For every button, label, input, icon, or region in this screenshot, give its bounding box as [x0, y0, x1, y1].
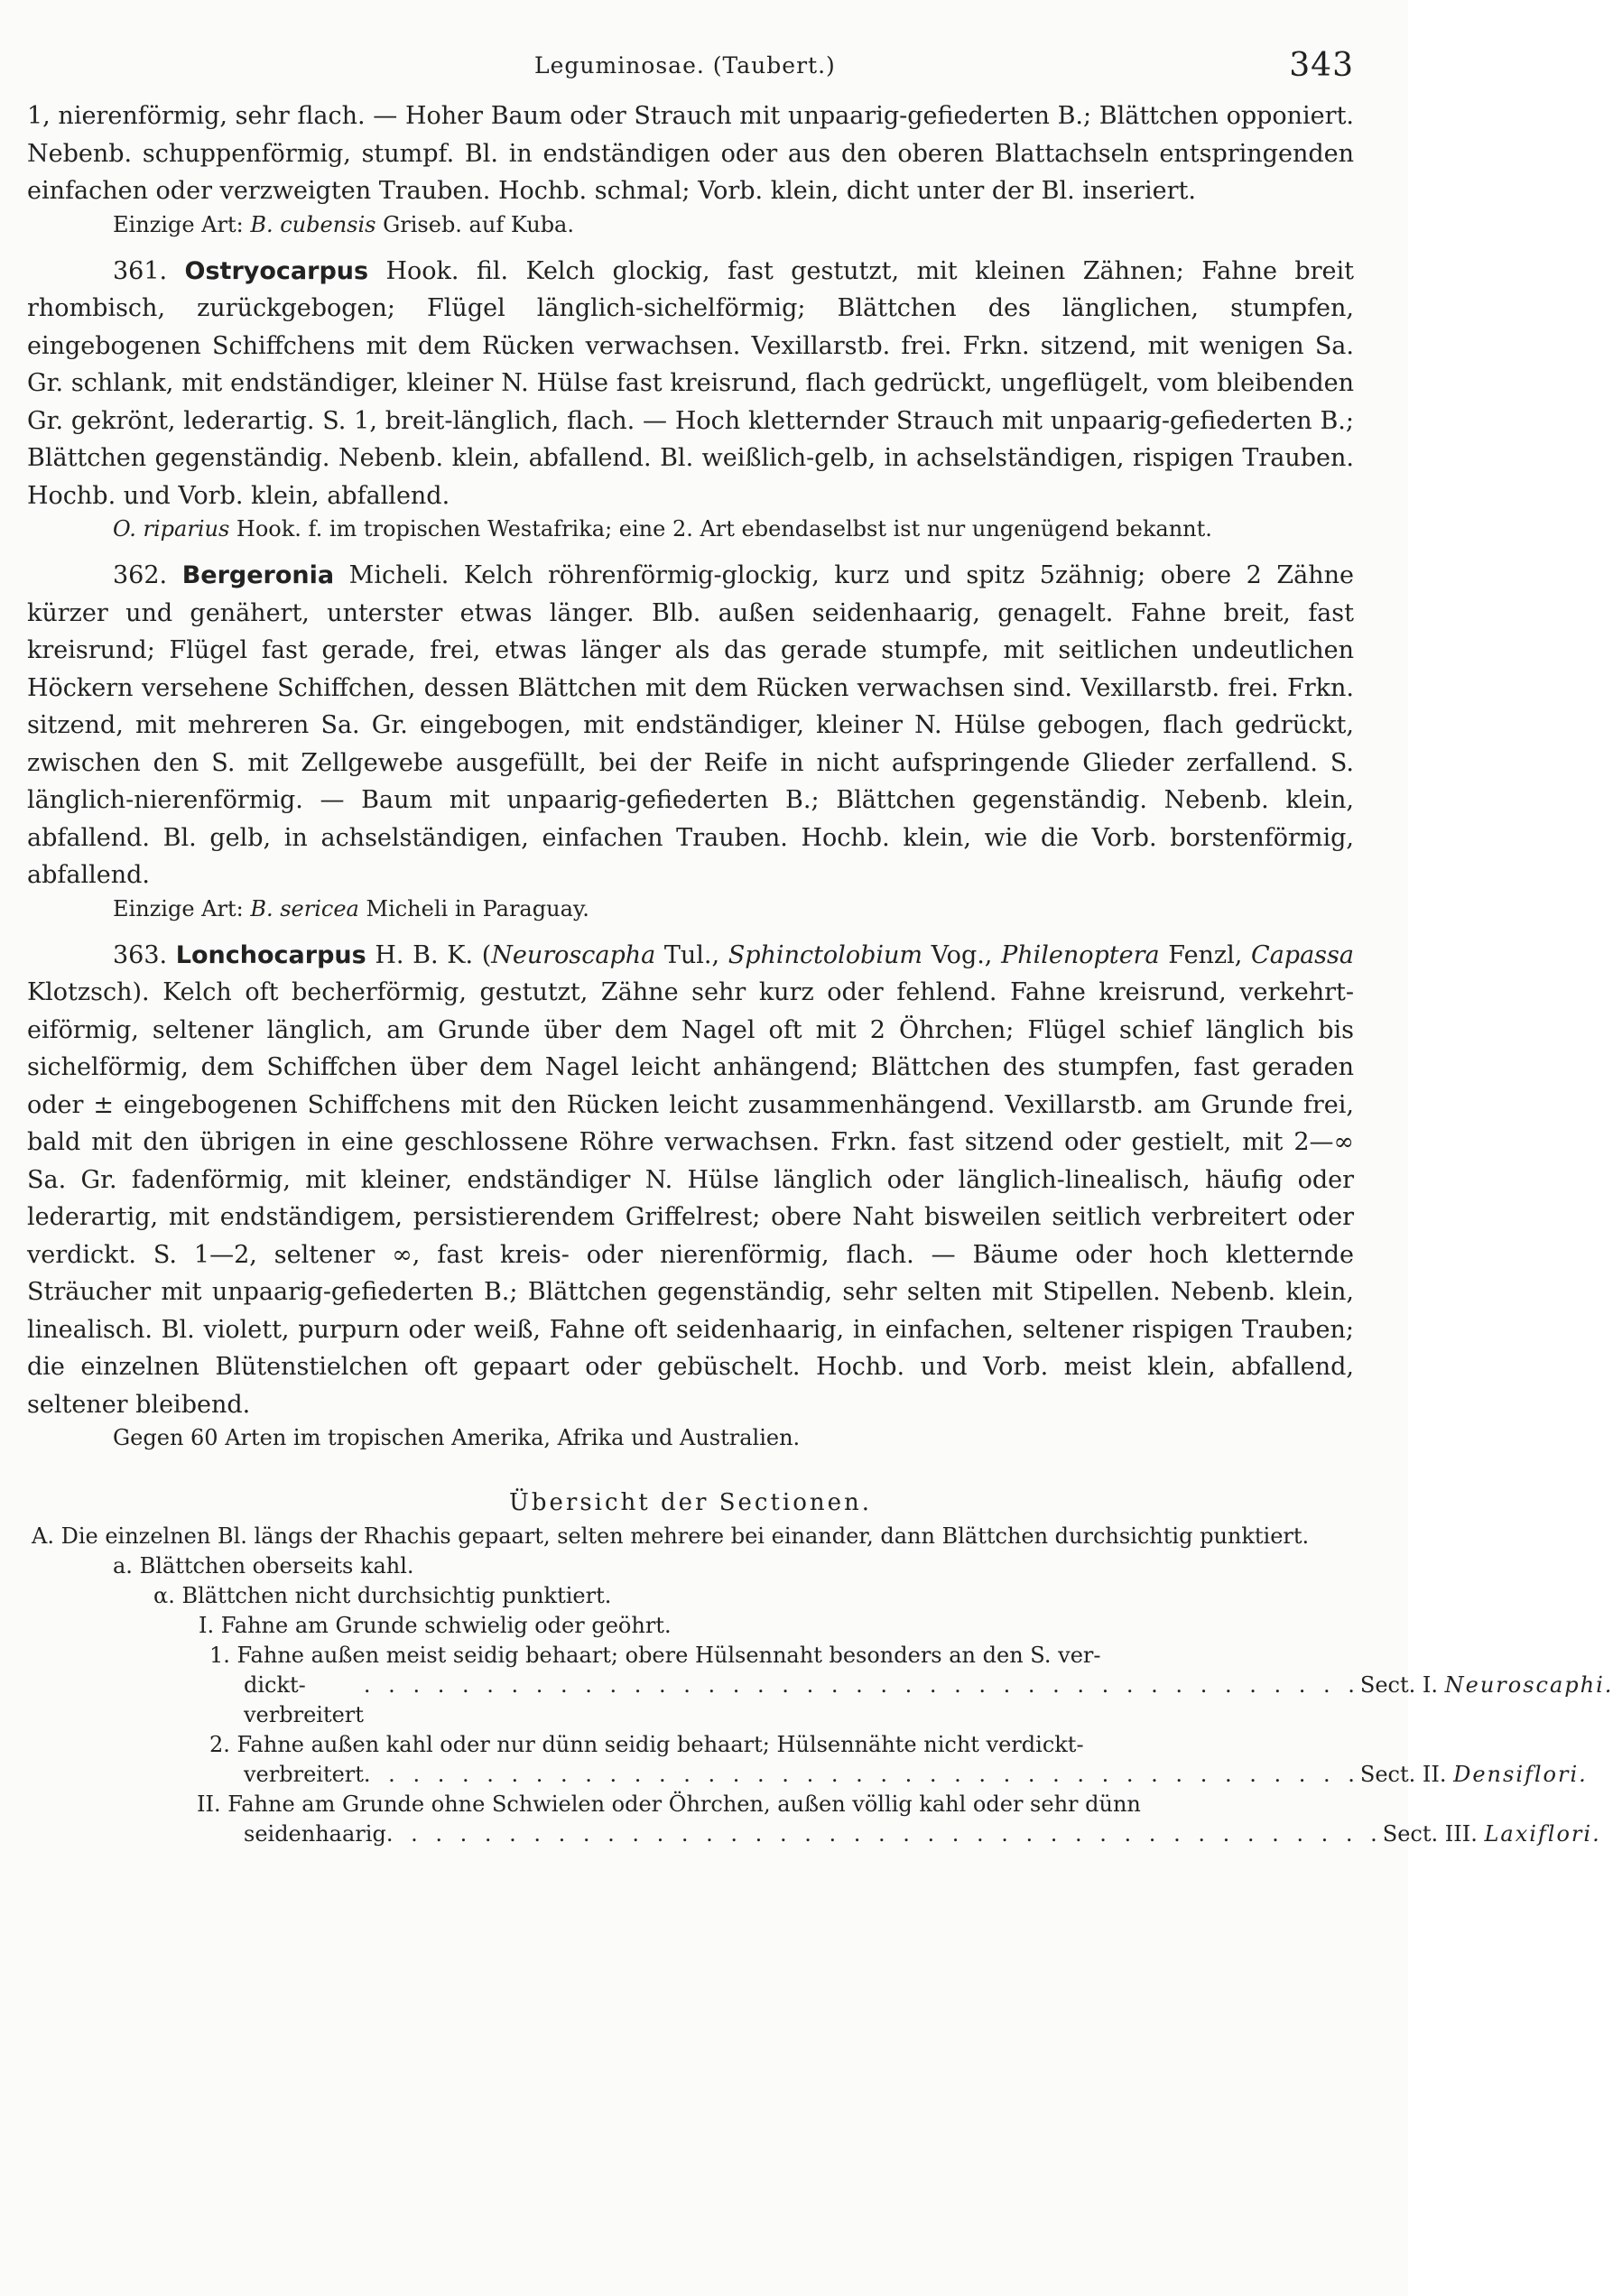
section-ref-II: Sect. II. Densiflori.	[1359, 1762, 1588, 1787]
genus-entry-362: 362. Bergeronia Micheli. Kelch röhrenförmig-glockig, kurz und spitz 5zähnig; obere 2 Zähne kürzer und genähert, unterster etwas länger. Blb. außen seidenhaarig, genagelt. Fahne breit, fast kreisrund; Flügel fast gerade, frei, etwas länger als das gerade stumpfe, mit seitlichen undeutlichen Höckern versehene Schiffchen, dessen Blättchen mit dem Rücken verwachsen sind. Vexillarstb. frei. Frkn. sitzend, mit mehreren Sa. Gr. eingebogen, mit endständiger, kleiner N. Hülse gebogen, flach gedrückt, zwischen den S. mit Zellgewebe ausgefüllt, bei der Reife in nicht aufspringende Glieder zerfallend. S. länglich-nierenförmig. — Baum mit unpaarig-gefiederten B.; Blättchen gegenständig. Nebenb. klein, abfallend. Bl. gelb, in achselständigen, einfachen Trauben. Hochb. klein, wie die Vorb. borstenförmig, abfallend.	[27, 561, 1354, 889]
key-lead-I: I. Fahne am Grunde schwielig oder geöhrt.	[199, 1613, 672, 1638]
dot-leader: . . . . . . . . . . . . . . . . . . . . . . . . . . . . . . . . . . . . . . . . .	[385, 1821, 1383, 1847]
section-overview-heading: Übersicht der Sectionen.	[508, 1489, 873, 1516]
genus-name: Lonchocarpus	[175, 940, 366, 969]
running-title: Leguminosae. (Taubert.)	[534, 52, 836, 79]
genus-entry-361: 361. Ostryocarpus Hook. fil. Kelch glockig, fast gestutzt, mit kleinen Zähnen; Fahne breit rhombisch, zurückgebogen; Flügel länglich-sichelförmig; Blättchen des länglichen, stumpfen, eingebogenen Schiffchens mit dem Rücken verwachsen. Vexillarstb. frei. Frkn. sitzend, mit wenigen Sa. Gr. schlank, mit endständiger, kleiner N. Hülse fast kreisrund, flach gedrückt, ungeflügelt, vom bleibenden Gr. gekrönt, lederartig. S. 1, breit-länglich, flach. — Hoch kletternder Strauch mit unpaarig-gefiederten B.; Blättchen gegenständig. Nebenb. klein, abfallend. Bl. weißlich-gelb, in achselständigen, rispigen Trauben. Hochb. und Vorb. klein, abfallend.	[27, 256, 1354, 510]
entry-number: 361.	[113, 256, 168, 285]
genus-entry-363: 363. Lonchocarpus H. B. K. (Neuroscapha Tul., Sphinctolobium Vog., Philenoptera Fenzl, Capassa Klotzsch). Kelch oft becherförmig, gestutzt, Zähne sehr kurz oder fehlend. Fahne kreisrund, verkehrt-eiförmig, seltener länglich, am Grunde über dem Nagel oft mit 2 Öhrchen; Flügel schief länglich bis sichelförmig, dem Schiffchen über dem Nagel leicht anhängend; Blättchen des stumpfen, fast geraden oder ± eingebogenen Schiffchens mit den Rücken leicht zusammenhängend. Vexillarstb. am Grunde frei, bald mit den übrigen in eine geschlossene Röhre verwachsen. Frkn. fast sitzend oder gestielt, mit 2—∞ Sa. Gr. fadenförmig, mit kleiner, endständiger N. Hülse länglich oder länglich-linealisch, häufig oder lederartig, mit endständigem, persistierendem Griffelrest; obere Naht bisweilen seitlich verbreitert oder verdickt. S. 1—2, seltener ∞, fast kreis- oder nierenförmig, flach. — Bäume oder hoch kletternde Sträucher mit unpaarig-gefiederten B.; Blättchen gegenständig, sehr selten mit Stipellen. Nebenb. klein, linealisch. Bl. violett, purpurn oder weiß, Fahne oft seidenhaarig, in einfachen, seltener rispigen Trauben; die einzelnen Blütenstielchen oft gepaart oder gebüschelt. Hochb. und Vorb. meist klein, abfallend, seltener bleibend.	[27, 940, 1354, 1419]
page-number: 343	[1289, 47, 1354, 84]
genus-name: Ostryocarpus	[184, 256, 369, 285]
entry-number: 363.	[113, 940, 168, 969]
species-note: Einzige Art: B. cubensis Griseb. auf Kuba.	[113, 211, 574, 237]
key-lead-2-cont: verbreitert . . . . . . . . . . . . . . . . . . . . . . . . . . . . . . . . . . . . . . . . . Sect. II. Densiflori.	[27, 1760, 1354, 1790]
continuation-paragraph: 1, nierenförmig, sehr flach. — Hoher Baum oder Strauch mit unpaarig-gefiederten B.; Blättchen opponiert. Nebenb. schuppenförmig, stumpf. Bl. in endständigen oder aus den oberen Blattachseln entspringenden einfachen oder verzweigten Trauben. Hochb. schmal; Vorb. klein, dicht unter der Bl. inseriert.	[27, 102, 1354, 205]
key-lead-a: a. Blättchen oberseits kahl.	[113, 1553, 414, 1578]
key-lead-1: 1. Fahne außen meist seidig behaart; obere Hülsennaht besonders an den S. ver-	[209, 1643, 1101, 1668]
species-note: Einzige Art: B. sericea Micheli in Paraguay.	[113, 895, 589, 921]
distribution-note: Gegen 60 Arten im tropischen Amerika, Afrika und Australien.	[113, 1425, 801, 1450]
dot-leader: . . . . . . . . . . . . . . . . . . . . . . . . . . . . . . . . . . . . . . . . .	[363, 1762, 1360, 1787]
key-lead-2: 2. Fahne außen kahl oder nur dünn seidig behaart; Hülsennähte nicht verdickt-	[209, 1732, 1084, 1757]
genus-name: Bergeronia	[181, 561, 335, 589]
running-header	[27, 47, 1354, 97]
key-lead-II-cont: seidenhaarig . . . . . . . . . . . . . . . . . . . . . . . . . . . . . . . . . . . . . . . . . Sect. III. Laxiflori.	[27, 1819, 1354, 1849]
entry-number: 362.	[113, 561, 168, 589]
key-lead-II: II. Fahne am Grunde ohne Schwielen oder Öhrchen, außen völlig kahl oder sehr dünn	[197, 1791, 1141, 1817]
key-lead-A: A. Die einzelnen Bl. längs der Rhachis gepaart, selten mehrere bei einander, dann Blättchen durchsichtig punktiert.	[32, 1523, 1310, 1549]
dot-leader: . . . . . . . . . . . . . . . . . . . . . . . . . . . . . . . . . . . . . . . . .	[363, 1672, 1360, 1698]
section-ref-I: Sect. I. Neuroscaphi.	[1359, 1672, 1613, 1698]
key-lead-alpha: α. Blättchen nicht durchsichtig punktiert.	[153, 1583, 612, 1608]
species-note: O. riparius Hook. f. im tropischen Westafrika; eine 2. Art ebendaselbst ist nur ungenügend bekannt.	[113, 516, 1212, 542]
section-ref-III: Sect. III. Laxiflori.	[1382, 1821, 1601, 1847]
key-lead-1-cont: dickt-verbreitert . . . . . . . . . . . . . . . . . . . . . . . . . . . . . . . . . . . . . . . . . Sect. I. Neuroscaphi.	[244, 1672, 1613, 1727]
